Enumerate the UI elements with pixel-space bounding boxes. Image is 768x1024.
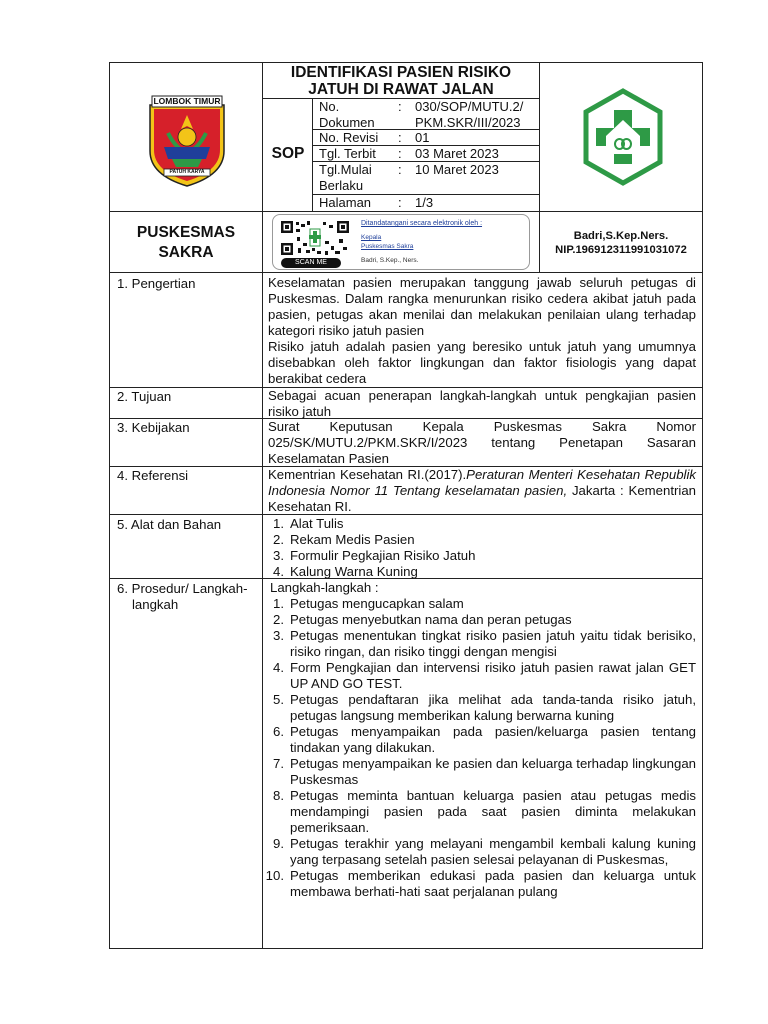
list-number: 4. [273, 660, 284, 675]
list-text: Petugas menyampaikan ke pasien dan keluarga terhadap lingkungan Puskesmas [290, 756, 696, 787]
list-number: 10. [265, 868, 284, 883]
sop-label: SOP [271, 145, 305, 162]
prosedur-list [262, 580, 696, 900]
logo-motto-text: PATUH KARYA [169, 169, 205, 175]
list-item [262, 724, 696, 756]
list-text: Formulir Pegkajian Risiko Jatuh [290, 548, 476, 563]
list-item [262, 868, 696, 900]
list-item [262, 836, 696, 868]
list-item [262, 516, 696, 532]
puskesmas-emblem-icon [583, 88, 663, 186]
meta-sep: : [398, 99, 402, 114]
list-number: 3. [273, 628, 284, 643]
meta-sep: : [398, 146, 402, 161]
list-item [262, 548, 696, 564]
meta-label-doc-no: No. Dokumen [319, 99, 375, 130]
prosedur-label-line-1: 6. Prosedur/ Langkah- [117, 581, 248, 596]
lombok-timur-logo [146, 93, 228, 188]
list-item [262, 756, 696, 788]
referensi-title: Peraturan Menteri Kesehatan Republik Indonesia Nomor 11 Tentang keselamatan pasien, [268, 467, 696, 498]
list-number: 1. [273, 516, 284, 531]
list-number: 9. [273, 836, 284, 851]
list-number: 4. [273, 564, 284, 579]
signer-name: Badri,S.Kep.Ners. [573, 230, 669, 242]
section-label-kebijakan: 3. Kebijakan [117, 420, 190, 435]
scan-me-badge: SCAN ME [281, 258, 341, 268]
list-text: Petugas meminta bantuan keluarga pasien atau petugas medis mendampingi pasien pada saat pasien diminta melakukan pemeriksaan. [290, 788, 696, 835]
list-number: 2. [273, 612, 284, 627]
section-label-prosedur [117, 581, 259, 613]
meta-sep: : [398, 195, 402, 210]
meta-value-page: 1/3 [415, 195, 434, 210]
signer-nip: NIP.196912311991031072 [555, 244, 687, 256]
prosedur-label-line-2: langkah [132, 597, 179, 612]
list-text: Petugas pendaftaran jika melihat ada tanda-tanda risiko jatuh, petugas langsung memberikan kalung berwarna kuning [290, 692, 696, 723]
org-name [110, 223, 262, 263]
esign-name: Badri, S.Kep., Ners. [361, 257, 419, 264]
section-body-pengertian [268, 275, 696, 387]
list-text: Form Pengkajian dan intervensi risiko jatuh pasien rawat jalan GET UP AND GO TEST. [290, 660, 696, 691]
esign-title: Ditandatangani secara elektronik oleh : [361, 220, 483, 227]
table-border-left [109, 62, 110, 949]
list-text: Petugas menyampaikan pada pasien/keluarga pasien tentang tindakan yang dilakukan. [290, 724, 696, 755]
section-label-tujuan: 2. Tujuan [117, 389, 172, 404]
list-item [262, 660, 696, 692]
list-text: Petugas terakhir yang melayani mengambil kembali kalung kuning yang terpasang setelah pasien selesai pelayanan di Puskesmas, [290, 836, 696, 867]
list-number: 2. [273, 532, 284, 547]
list-number: 3. [273, 548, 284, 563]
qr-code-icon [279, 219, 351, 257]
table-border-top [109, 62, 703, 63]
e-signature-box [272, 214, 530, 270]
header-bottom-line [109, 211, 703, 212]
esign-role: Kepala [361, 234, 382, 241]
meta-sep: : [398, 130, 402, 145]
list-text: Kalung Warna Kuning [290, 564, 418, 579]
signature-bottom-line [109, 272, 703, 273]
alat-bahan-list [262, 516, 696, 580]
list-item [262, 532, 696, 548]
list-item [262, 612, 696, 628]
list-item [262, 596, 696, 612]
meta-label-revision: No. Revisi [319, 130, 379, 145]
list-number: 7. [273, 756, 284, 771]
referensi-author: Kementrian Kesehatan RI.(2017). [268, 467, 467, 482]
document-title [263, 64, 539, 98]
list-item [262, 692, 696, 724]
qr-code[interactable] [279, 219, 351, 257]
prosedur-intro: Langkah-langkah : [270, 580, 379, 595]
meta-value-effective-date: 10 Maret 2023 [415, 162, 499, 177]
list-item [262, 628, 696, 660]
meta-sep: : [398, 162, 402, 177]
meta-label-effective-date: Tgl.Mulai Berlaku [319, 162, 372, 193]
list-text: Petugas menentukan tingkat risiko pasien jatuh yaitu tidak berisiko, risiko ringan, dan risiko tinggi dengan mengisi [290, 628, 696, 659]
list-text: Petugas menyebutkan nama dan peran petugas [290, 612, 572, 627]
list-number: 1. [273, 596, 284, 611]
esign-org: Puskesmas Sakra [361, 243, 414, 250]
table-border-right [702, 62, 703, 949]
meta-value-doc-no: 030/SOP/MUTU.2/ PKM.SKR/III/2023 [415, 99, 524, 130]
meta-value-issue-date: 03 Maret 2023 [415, 146, 499, 161]
list-item [262, 564, 696, 580]
list-text: Alat Tulis [290, 516, 344, 531]
signer-block [540, 229, 702, 257]
puskesmas-logo [583, 88, 663, 186]
list-item [262, 788, 696, 836]
list-number: 8. [273, 788, 284, 803]
meta-value-revision: 01 [415, 130, 430, 145]
section-label-referensi: 4. Referensi [117, 468, 189, 483]
meta-label-page: Halaman [319, 195, 372, 210]
section-body-tujuan: Sebagai acuan penerapan langkah-langkah untuk pengkajian pasien risiko jatuh [268, 388, 696, 419]
org-name-line-1: PUSKESMAS [136, 224, 236, 241]
table-border-bottom [109, 948, 703, 949]
list-text: Rekam Medis Pasien [290, 532, 415, 547]
pengertian-paragraph-1: Keselamatan pasien merupakan tanggung jawab seluruh petugas di Puskesmas. Dalam rangka menurunkan risiko cedera akibat jatuh pada pasien, petugas akan menilai dan melakukan penilaian ulang terhadap kategori risiko jatuh pasien [268, 275, 696, 338]
meta-label-issue-date: Tgl. Terbit [319, 146, 376, 161]
list-text: Petugas memberikan edukasi pada pasien dan keluarga untuk membawa berhati-hati saat perjalanan pulang [290, 868, 696, 899]
referensi-publisher: Jakarta : Kementrian Kesehatan RI. [268, 483, 696, 514]
title-line-2: JATUH DI RAWAT JALAN [308, 81, 494, 98]
section-body-referensi [268, 467, 696, 515]
pengertian-paragraph-2: Risiko jatuh adalah pasien yang beresiko untuk jatuh yang umumnya disebabkan oleh faktor lingkungan dan faktor fisiologis yang dapat berakibat cedera [268, 339, 696, 386]
section-body-kebijakan: Surat Keputusan Kepala Puskesmas Sakra Nomor 025/SK/MUTU.2/PKM.SKR/I/2023 tentang Penetapan Sasaran Keselamatan Pasien [268, 419, 696, 466]
title-line-1: IDENTIFIKASI PASIEN RISIKO [290, 64, 512, 81]
section-label-alat-bahan: 5. Alat dan Bahan [117, 517, 222, 532]
section-label-pengertian: 1. Pengertian [117, 276, 196, 291]
list-text: Petugas mengucapkan salam [290, 596, 464, 611]
list-number: 5. [273, 692, 284, 707]
list-number: 6. [273, 724, 284, 739]
logo-banner-text: LOMBOK TIMUR [153, 96, 221, 106]
org-name-line-2: SAKRA [158, 244, 214, 261]
